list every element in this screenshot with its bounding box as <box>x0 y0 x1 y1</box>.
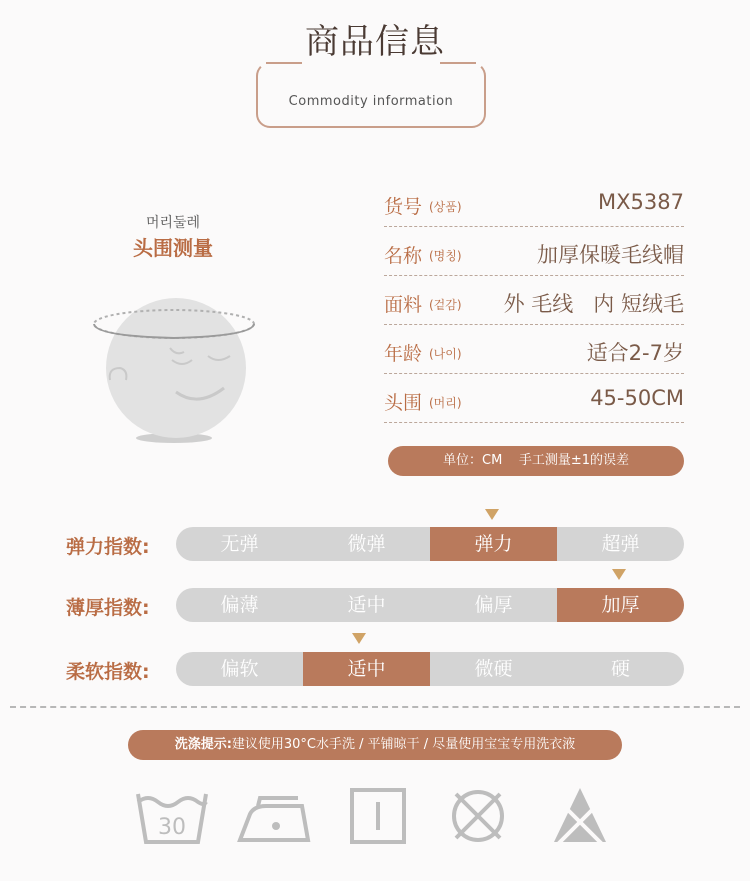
no-dry-clean-icon <box>448 784 528 850</box>
spec-row-item-no <box>384 186 684 227</box>
spec-label: 头围 <box>384 392 423 414</box>
elasticity-marker-icon <box>485 509 499 520</box>
unit-note: 单位：CM 手工测量±1的误差 <box>388 446 684 476</box>
elasticity-index-label: 弹力指数: <box>66 536 150 558</box>
spec-label-ko: (머리) <box>429 396 462 410</box>
head-measure-label-ko: 머리둘레 <box>145 215 201 231</box>
softness-option: 微硬 <box>474 658 513 680</box>
spec-value: 加厚保暖毛线帽 <box>537 243 684 267</box>
spec-label-ko: (나이) <box>429 347 462 361</box>
elasticity-option: 微弹 <box>347 533 386 555</box>
softness-marker-icon <box>352 633 366 644</box>
washing-tip <box>128 730 622 760</box>
thickness-marker-icon <box>612 569 626 580</box>
elasticity-option: 超弹 <box>601 533 640 555</box>
elasticity-index-bar <box>176 527 684 561</box>
spec-value: 45-50CM <box>590 386 684 410</box>
softness-option: 偏软 <box>220 658 259 680</box>
spec-row-material <box>384 284 684 325</box>
thickness-index-bar <box>176 588 684 622</box>
wash-30-icon <box>134 784 214 850</box>
spec-value: 适合2-7岁 <box>586 341 684 365</box>
thickness-option: 适中 <box>347 594 386 616</box>
spec-row-name <box>384 235 684 276</box>
thickness-option: 偏薄 <box>220 594 259 616</box>
spec-label-ko: (겉감) <box>429 298 462 312</box>
section-divider <box>10 706 740 708</box>
spec-label-ko: (상품) <box>429 200 462 214</box>
washing-tip-text: 建议使用30°C水手洗 / 平铺晾干 / 尽量使用宝宝专用洗衣液 <box>231 737 576 752</box>
head-illustration <box>80 280 280 450</box>
head-measure-label: 头围测量 <box>133 236 213 260</box>
spec-label: 年龄 <box>384 343 423 365</box>
spec-label-ko: (명칭) <box>429 249 462 263</box>
spec-value: 外 毛线 内 短绒毛 <box>503 292 684 316</box>
washing-tip-label: 洗涤提示: <box>174 737 232 752</box>
spec-row-head-size <box>384 382 684 423</box>
softness-index-bar <box>176 652 684 686</box>
spec-label: 货号 <box>384 196 423 218</box>
softness-option-selected: 适中 <box>303 652 430 686</box>
softness-index-label: 柔软指数: <box>66 661 150 683</box>
spec-row-age <box>384 333 684 374</box>
wash-temperature: 30 <box>158 815 186 840</box>
page-subtitle: Commodity information <box>288 94 454 109</box>
page-title: 商品信息 <box>305 22 445 62</box>
elasticity-option-selected: 弹力 <box>430 527 557 561</box>
thickness-option-selected: 加厚 <box>557 588 684 622</box>
elasticity-option: 无弹 <box>220 533 259 555</box>
spec-value: MX5387 <box>598 190 684 214</box>
thickness-index-label: 薄厚指数: <box>66 597 150 619</box>
spec-label: 名称 <box>384 245 423 267</box>
spec-label: 面料 <box>384 294 423 316</box>
thickness-option: 偏厚 <box>474 594 513 616</box>
iron-low-icon <box>236 784 316 850</box>
softness-option: 硬 <box>610 658 630 680</box>
line-dry-icon <box>346 784 426 850</box>
no-bleach-icon <box>548 784 628 850</box>
